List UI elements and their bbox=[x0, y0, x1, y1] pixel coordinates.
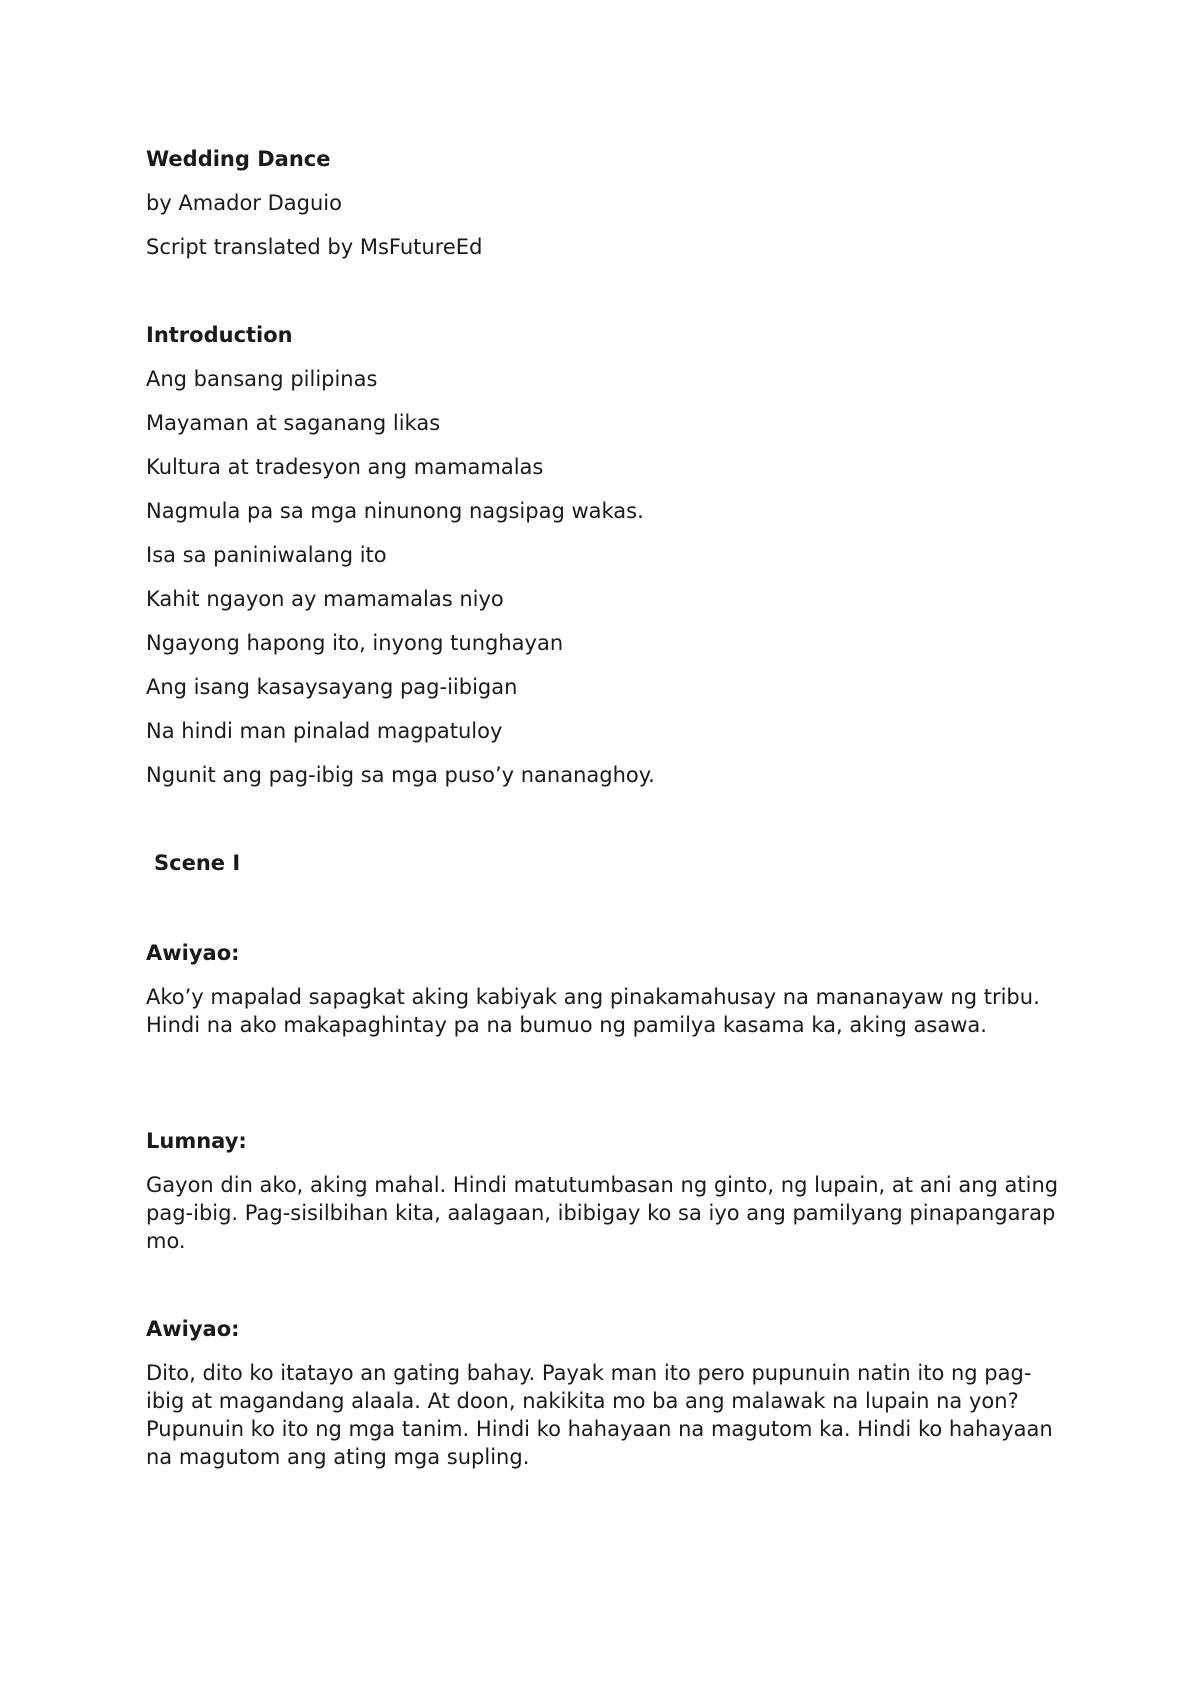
document-author: by Amador Daguio bbox=[146, 191, 342, 215]
scene-heading: Scene I bbox=[154, 851, 241, 875]
intro-line: Mayaman at saganang likas bbox=[146, 411, 441, 435]
speaker-name: Awiyao: bbox=[146, 1317, 240, 1341]
intro-line: Na hindi man pinalad magpatuloy bbox=[146, 719, 503, 743]
intro-line: Ngayong hapong ito, inyong tunghayan bbox=[146, 631, 564, 655]
document-translator: Script translated by MsFutureEd bbox=[146, 235, 483, 259]
speaker-name: Awiyao: bbox=[146, 941, 240, 965]
dialogue-text: Ako’y mapalad sapagkat aking kabiyak ang pinakamahusay na mananayaw ng tribu. Hindi na ako makapaghintay pa na bumuo ng pamilya kasama ka, aking asawa. bbox=[146, 985, 1040, 1037]
document-title: Wedding Dance bbox=[146, 147, 331, 171]
introduction-heading: Introduction bbox=[146, 323, 293, 347]
intro-line: Nagmula pa sa mga ninunong nagsipag wakas. bbox=[146, 499, 644, 523]
intro-line: Kahit ngayon ay mamamalas niyo bbox=[146, 587, 504, 611]
intro-line: Ang isang kasaysayang pag-iibigan bbox=[146, 675, 518, 699]
intro-line: Ang bansang pilipinas bbox=[146, 367, 378, 391]
intro-line: Kultura at tradesyon ang mamamalas bbox=[146, 455, 544, 479]
dialogue-text: Dito, dito ko itatayo an gating bahay. Payak man ito pero pupunuin natin ito ng pag-ibig at magandang alaala. At doon, nakikita mo ba ang malawak na lupain na yon? Pupunuin ko ito ng mga tanim. Hindi ko hahayaan na magutom ka. Hindi ko hahayaan na magutom ang ating mga supling. bbox=[146, 1361, 1053, 1469]
dialogue-text: Gayon din ako, aking mahal. Hindi matutumbasan ng ginto, ng lupain, at ani ang ating pag-ibig. Pag-sisilbihan kita, aalagaan, ibibigay ko sa iyo ang pamilyang pinapangarap mo. bbox=[146, 1173, 1059, 1253]
intro-line: Isa sa paniniwalang ito bbox=[146, 543, 387, 567]
intro-line: Ngunit ang pag-ibig sa mga puso’y nananaghoy. bbox=[146, 763, 655, 787]
speaker-name: Lumnay: bbox=[146, 1129, 247, 1153]
